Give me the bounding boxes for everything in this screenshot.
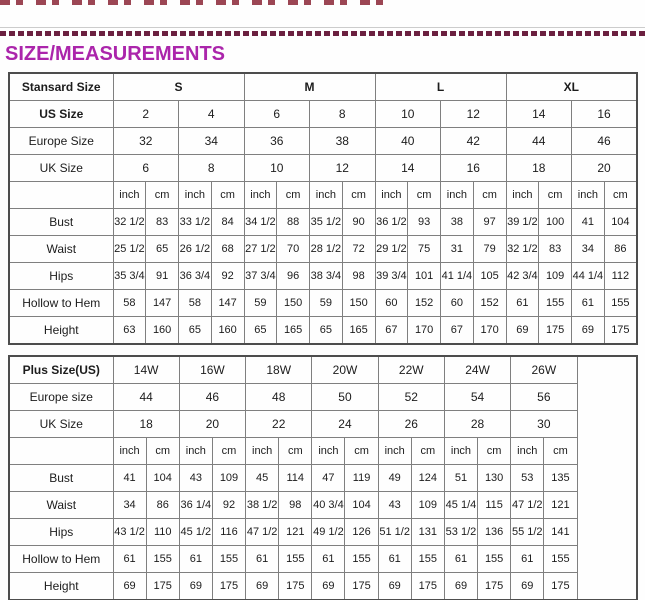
value-cell: 109	[411, 492, 444, 519]
value-cell: 175	[544, 573, 577, 600]
value-cell: 150	[277, 290, 310, 317]
value-cell: 135	[544, 465, 577, 492]
table-row	[9, 438, 637, 465]
value-cell: 75	[408, 236, 441, 263]
value-cell: 100	[539, 209, 572, 236]
value-cell: 175	[411, 573, 444, 600]
value-cell: 79	[473, 236, 506, 263]
value-cell: 141	[544, 519, 577, 546]
value-cell: 39 3/4	[375, 263, 408, 290]
plus-size-table	[8, 355, 638, 600]
value-cell: 65	[244, 317, 277, 345]
value-cell: 38 1/2	[246, 492, 279, 519]
value-cell: 84	[211, 209, 244, 236]
size-group-cell: S	[113, 73, 244, 101]
size-group-cell: 16W	[179, 356, 245, 384]
value-cell: 36 1/2	[375, 209, 408, 236]
value-cell: 63	[113, 317, 146, 345]
value-cell: 22	[246, 411, 312, 438]
value-cell: 49 1/2	[312, 519, 345, 546]
value-cell: 136	[478, 519, 511, 546]
value-cell: 18	[113, 411, 179, 438]
value-cell: 121	[544, 492, 577, 519]
value-cell: 56	[511, 384, 577, 411]
value-cell: 155	[478, 546, 511, 573]
horizontal-rule	[0, 27, 645, 28]
value-cell: 104	[146, 465, 179, 492]
value-cell: 175	[146, 573, 179, 600]
value-cell: 4	[179, 101, 245, 128]
table-row	[9, 209, 637, 236]
value-cell: 70	[277, 236, 310, 263]
value-cell: 34	[179, 128, 245, 155]
value-cell: 92	[212, 492, 245, 519]
value-cell: 37 3/4	[244, 263, 277, 290]
value-cell: 170	[473, 317, 506, 345]
value-cell: 175	[212, 573, 245, 600]
unit-cell: inch	[113, 182, 146, 209]
value-cell: 170	[408, 317, 441, 345]
value-cell: 42	[441, 128, 507, 155]
value-cell: 36 1/4	[179, 492, 212, 519]
table-row	[9, 236, 637, 263]
size-group-cell: 20W	[312, 356, 378, 384]
unit-cell: inch	[113, 438, 146, 465]
table-row	[9, 101, 637, 128]
value-cell: 61	[444, 546, 477, 573]
value-cell: 69	[378, 573, 411, 600]
value-cell: 32 1/2	[113, 209, 146, 236]
row-label: US Size	[9, 101, 113, 128]
value-cell: 16	[572, 101, 638, 128]
table-row	[9, 128, 637, 155]
row-label: Waist	[9, 492, 113, 519]
value-cell: 83	[539, 236, 572, 263]
size-group-cell: 26W	[511, 356, 577, 384]
standard-size-table	[8, 72, 638, 345]
value-cell: 61	[246, 546, 279, 573]
value-cell: 32	[113, 128, 179, 155]
value-cell: 10	[244, 155, 310, 182]
value-cell: 46	[179, 384, 245, 411]
value-cell: 105	[473, 263, 506, 290]
value-cell: 69	[506, 317, 539, 345]
value-cell: 45 1/4	[444, 492, 477, 519]
value-cell: 165	[277, 317, 310, 345]
unit-cell: inch	[179, 182, 212, 209]
table-row	[9, 573, 637, 600]
value-cell: 43 1/2	[113, 519, 146, 546]
value-cell: 26	[378, 411, 444, 438]
value-cell: 150	[342, 290, 375, 317]
value-cell: 25 1/2	[113, 236, 146, 263]
value-cell: 88	[277, 209, 310, 236]
value-cell: 65	[179, 317, 212, 345]
value-cell: 29 1/2	[375, 236, 408, 263]
row-label: Europe Size	[9, 128, 113, 155]
value-cell: 165	[342, 317, 375, 345]
value-cell: 155	[604, 290, 637, 317]
value-cell: 98	[342, 263, 375, 290]
row-label	[9, 438, 113, 465]
unit-cell: inch	[441, 182, 474, 209]
value-cell: 90	[342, 209, 375, 236]
value-cell: 175	[478, 573, 511, 600]
value-cell: 60	[441, 290, 474, 317]
value-cell: 58	[113, 290, 146, 317]
value-cell: 51	[444, 465, 477, 492]
table-row	[9, 290, 637, 317]
value-cell: 2	[113, 101, 179, 128]
value-cell: 155	[544, 546, 577, 573]
value-cell: 93	[408, 209, 441, 236]
value-cell: 124	[411, 465, 444, 492]
value-cell: 115	[478, 492, 511, 519]
value-cell: 155	[411, 546, 444, 573]
value-cell: 54	[444, 384, 510, 411]
unit-cell: cm	[211, 182, 244, 209]
value-cell: 27 1/2	[244, 236, 277, 263]
value-cell: 50	[312, 384, 378, 411]
value-cell: 112	[604, 263, 637, 290]
value-cell: 41	[572, 209, 605, 236]
value-cell: 20	[179, 411, 245, 438]
value-cell: 65	[310, 317, 343, 345]
value-cell: 104	[604, 209, 637, 236]
value-cell: 83	[146, 209, 179, 236]
unit-cell: inch	[378, 438, 411, 465]
unit-cell: inch	[444, 438, 477, 465]
value-cell: 39 1/2	[506, 209, 539, 236]
unit-cell: cm	[539, 182, 572, 209]
unit-cell: inch	[506, 182, 539, 209]
value-cell: 121	[279, 519, 312, 546]
value-cell: 61	[312, 546, 345, 573]
value-cell: 175	[539, 317, 572, 345]
value-cell: 91	[146, 263, 179, 290]
value-cell: 51 1/2	[378, 519, 411, 546]
value-cell: 59	[310, 290, 343, 317]
value-cell: 34	[572, 236, 605, 263]
unit-cell: cm	[342, 182, 375, 209]
row-label: Plus Size(US)	[9, 356, 113, 384]
page-title: SIZE/MEASUREMENTS	[5, 43, 226, 65]
value-cell: 175	[604, 317, 637, 345]
unit-cell: inch	[572, 182, 605, 209]
value-cell: 116	[212, 519, 245, 546]
unit-cell: inch	[312, 438, 345, 465]
row-label: Bust	[9, 465, 113, 492]
value-cell: 43	[378, 492, 411, 519]
value-cell: 35 1/2	[310, 209, 343, 236]
value-cell: 65	[146, 236, 179, 263]
value-cell: 130	[478, 465, 511, 492]
value-cell: 44	[113, 384, 179, 411]
value-cell: 160	[146, 317, 179, 345]
value-cell: 152	[408, 290, 441, 317]
unit-cell: inch	[244, 182, 277, 209]
row-label: UK Size	[9, 411, 113, 438]
row-label	[9, 182, 113, 209]
value-cell: 46	[572, 128, 638, 155]
value-cell: 155	[212, 546, 245, 573]
value-cell: 12	[310, 155, 376, 182]
unit-cell: cm	[277, 182, 310, 209]
value-cell: 61	[179, 546, 212, 573]
cropped-header-text-remnant	[0, 0, 392, 5]
value-cell: 58	[179, 290, 212, 317]
value-cell: 12	[441, 101, 507, 128]
table-row	[9, 73, 637, 101]
unit-cell: inch	[179, 438, 212, 465]
value-cell: 61	[113, 546, 146, 573]
value-cell: 44 1/4	[572, 263, 605, 290]
table-row	[9, 182, 637, 209]
value-cell: 38 3/4	[310, 263, 343, 290]
unit-cell: inch	[375, 182, 408, 209]
value-cell: 69	[511, 573, 544, 600]
unit-cell: inch	[310, 182, 343, 209]
value-cell: 69	[572, 317, 605, 345]
value-cell: 109	[539, 263, 572, 290]
value-cell: 6	[244, 101, 310, 128]
unit-cell: cm	[544, 438, 577, 465]
row-label: Height	[9, 573, 113, 600]
table-row	[9, 155, 637, 182]
value-cell: 18	[506, 155, 572, 182]
value-cell: 41 1/4	[441, 263, 474, 290]
value-cell: 38	[441, 209, 474, 236]
value-cell: 35 3/4	[113, 263, 146, 290]
table-row	[9, 465, 637, 492]
value-cell: 92	[211, 263, 244, 290]
value-cell: 43	[179, 465, 212, 492]
value-cell: 45	[246, 465, 279, 492]
table-row	[9, 263, 637, 290]
value-cell: 30	[511, 411, 577, 438]
table-row	[9, 384, 637, 411]
value-cell: 131	[411, 519, 444, 546]
dashed-divider	[0, 31, 645, 36]
value-cell: 60	[375, 290, 408, 317]
table-row	[9, 492, 637, 519]
value-cell: 155	[146, 546, 179, 573]
size-group-cell: XL	[506, 73, 637, 101]
value-cell: 110	[146, 519, 179, 546]
table-row	[9, 317, 637, 345]
value-cell: 175	[345, 573, 378, 600]
unit-cell: cm	[345, 438, 378, 465]
value-cell: 69	[246, 573, 279, 600]
value-cell: 33 1/2	[179, 209, 212, 236]
value-cell: 47	[312, 465, 345, 492]
value-cell: 32 1/2	[506, 236, 539, 263]
value-cell: 16	[441, 155, 507, 182]
value-cell: 59	[244, 290, 277, 317]
value-cell: 40	[375, 128, 441, 155]
value-cell: 40 3/4	[312, 492, 345, 519]
size-group-cell: 24W	[444, 356, 510, 384]
value-cell: 14	[506, 101, 572, 128]
value-cell: 69	[179, 573, 212, 600]
value-cell: 114	[279, 465, 312, 492]
value-cell: 67	[375, 317, 408, 345]
unit-cell: cm	[411, 438, 444, 465]
value-cell: 97	[473, 209, 506, 236]
value-cell: 61	[572, 290, 605, 317]
size-group-cell: 14W	[113, 356, 179, 384]
value-cell: 68	[211, 236, 244, 263]
row-label: Hips	[9, 519, 113, 546]
table-row	[9, 356, 637, 384]
size-group-cell: L	[375, 73, 506, 101]
value-cell: 119	[345, 465, 378, 492]
value-cell: 152	[473, 290, 506, 317]
row-label: Hips	[9, 263, 113, 290]
value-cell: 61	[506, 290, 539, 317]
value-cell: 147	[211, 290, 244, 317]
value-cell: 98	[279, 492, 312, 519]
value-cell: 45 1/2	[179, 519, 212, 546]
value-cell: 69	[113, 573, 146, 600]
value-cell: 52	[378, 384, 444, 411]
unit-cell: cm	[478, 438, 511, 465]
unit-cell: cm	[279, 438, 312, 465]
value-cell: 147	[146, 290, 179, 317]
value-cell: 155	[345, 546, 378, 573]
row-label: Bust	[9, 209, 113, 236]
value-cell: 101	[408, 263, 441, 290]
value-cell: 104	[345, 492, 378, 519]
table-row	[9, 519, 637, 546]
value-cell: 14	[375, 155, 441, 182]
value-cell: 86	[146, 492, 179, 519]
value-cell: 34 1/2	[244, 209, 277, 236]
row-label: Europe size	[9, 384, 113, 411]
value-cell: 175	[279, 573, 312, 600]
row-label: Height	[9, 317, 113, 345]
unit-cell: cm	[146, 438, 179, 465]
value-cell: 53 1/2	[444, 519, 477, 546]
unit-cell: cm	[604, 182, 637, 209]
unit-cell: cm	[212, 438, 245, 465]
value-cell: 28	[444, 411, 510, 438]
row-label: Hollow to Hem	[9, 546, 113, 573]
value-cell: 28 1/2	[310, 236, 343, 263]
value-cell: 36 3/4	[179, 263, 212, 290]
table-row	[9, 546, 637, 573]
value-cell: 48	[246, 384, 312, 411]
size-group-cell: M	[244, 73, 375, 101]
value-cell: 86	[604, 236, 637, 263]
value-cell: 38	[310, 128, 376, 155]
value-cell: 44	[506, 128, 572, 155]
value-cell: 61	[511, 546, 544, 573]
row-label: Hollow to Hem	[9, 290, 113, 317]
value-cell: 126	[345, 519, 378, 546]
size-group-cell: 18W	[246, 356, 312, 384]
value-cell: 109	[212, 465, 245, 492]
value-cell: 10	[375, 101, 441, 128]
value-cell: 20	[572, 155, 638, 182]
value-cell: 47 1/2	[511, 492, 544, 519]
value-cell: 34	[113, 492, 146, 519]
value-cell: 69	[444, 573, 477, 600]
value-cell: 160	[211, 317, 244, 345]
unit-cell: cm	[408, 182, 441, 209]
table-gap	[0, 345, 645, 355]
value-cell: 6	[113, 155, 179, 182]
value-cell: 8	[179, 155, 245, 182]
value-cell: 42 3/4	[506, 263, 539, 290]
value-cell: 67	[441, 317, 474, 345]
value-cell: 24	[312, 411, 378, 438]
value-cell: 53	[511, 465, 544, 492]
value-cell: 26 1/2	[179, 236, 212, 263]
value-cell: 41	[113, 465, 146, 492]
value-cell: 155	[539, 290, 572, 317]
size-group-cell: 22W	[378, 356, 444, 384]
value-cell: 72	[342, 236, 375, 263]
value-cell: 36	[244, 128, 310, 155]
value-cell: 155	[279, 546, 312, 573]
value-cell: 96	[277, 263, 310, 290]
value-cell: 55 1/2	[511, 519, 544, 546]
row-label: Waist	[9, 236, 113, 263]
unit-cell: cm	[146, 182, 179, 209]
row-label: Stansard Size	[9, 73, 113, 101]
value-cell: 47 1/2	[246, 519, 279, 546]
row-label: UK Size	[9, 155, 113, 182]
value-cell: 61	[378, 546, 411, 573]
table-row	[9, 411, 637, 438]
value-cell: 31	[441, 236, 474, 263]
unit-cell: inch	[246, 438, 279, 465]
empty-cell	[577, 356, 637, 600]
unit-cell: inch	[511, 438, 544, 465]
value-cell: 69	[312, 573, 345, 600]
value-cell: 49	[378, 465, 411, 492]
value-cell: 8	[310, 101, 376, 128]
unit-cell: cm	[473, 182, 506, 209]
